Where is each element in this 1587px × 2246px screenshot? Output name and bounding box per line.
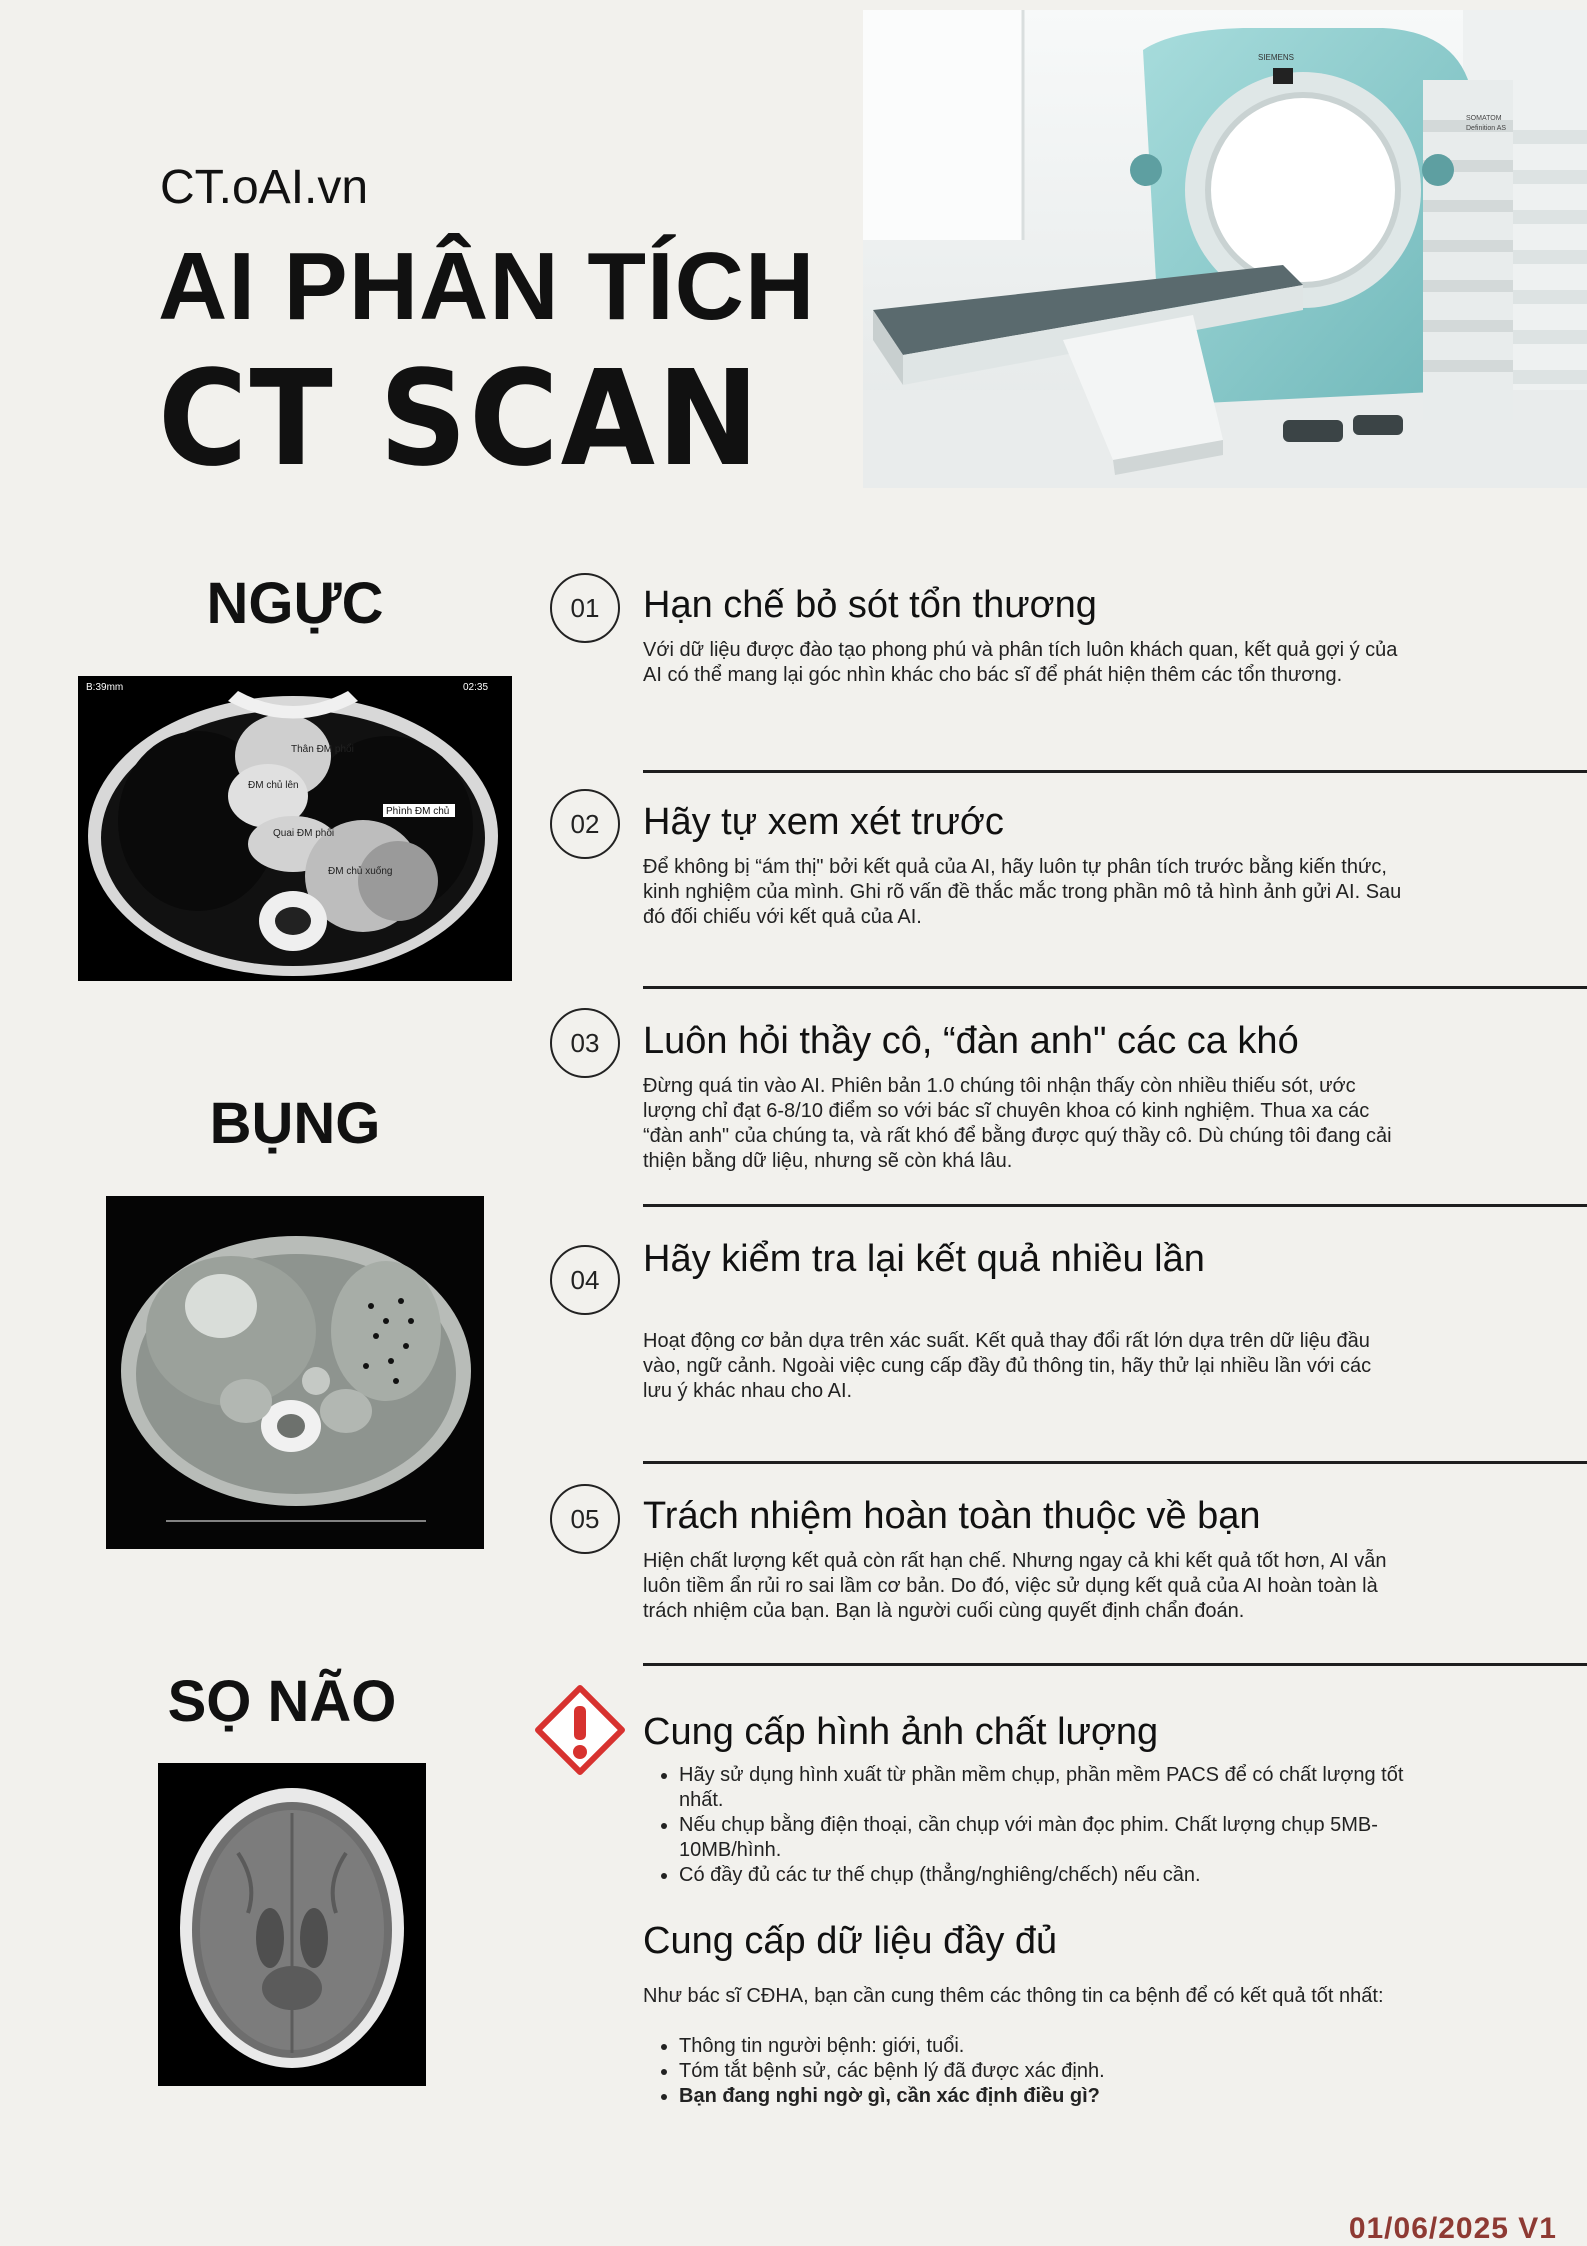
- divider: [643, 1204, 1587, 1207]
- divider: [643, 770, 1587, 773]
- item-title-02: Hãy tự xem xét trước: [643, 801, 1004, 843]
- item-body-01: Với dữ liệu được đào tạo phong phú và phân tích luôn khách quan, kết quả gợi ý của AI có thể mang lại góc nhìn khác cho bác sĩ để phát hiện thêm các tổn thương.: [643, 639, 1398, 686]
- item-number-04: 04: [550, 1245, 620, 1315]
- machine-model-1: SOMATOM: [1466, 115, 1502, 122]
- version-date: 01/06/2025 V1: [1348, 2212, 1557, 2245]
- item-number-03: 03: [550, 1008, 620, 1078]
- machine-brand: SIEMENS: [1258, 53, 1295, 62]
- quality-list: [643, 1763, 1423, 1888]
- data-bullet-emphasis: • Bạn đang nghi ngờ gì, cần xác định điều gì?: [679, 2084, 1423, 2109]
- item-title-01: Hạn chế bỏ sót tổn thương: [643, 584, 1097, 626]
- data-title: Cung cấp dữ liệu đầy đủ: [643, 1920, 1058, 1962]
- item-title-05: Trách nhiệm hoàn toàn thuộc về bạn: [643, 1495, 1261, 1537]
- chest-label-pulmonary-trunk: Thân ĐM phổi: [291, 744, 354, 755]
- page-title: AI PHÂN TÍCH: [158, 233, 816, 340]
- item-number-01: 01: [550, 573, 620, 643]
- machine-model-2: Definition AS: [1466, 125, 1507, 132]
- quality-title: Cung cấp hình ảnh chất lượng: [643, 1711, 1159, 1753]
- item-body-04: Hoạt động cơ bản dựa trên xác suất. Kết quả thay đổi rất lớn dựa trên dữ liệu đầu vào, ngữ cảnh. Ngoài việc cung cấp đầy đủ thông tin, hãy thử lại nhiều lần với các lưu ý khác nhau cho AI.: [643, 1330, 1372, 1402]
- item-body-05: Hiện chất lượng kết quả còn rất hạn chế. Nhưng ngay cả khi kết quả tốt hơn, AI vẫn luôn tiềm ẩn rủi ro sai lầm cơ bản. Do đó, việc sử dụng kết quả của AI hoàn toàn là trách nhiệm của bạn. Bạn là người cuối cùng quyết định chẩn đoán.: [643, 1550, 1387, 1622]
- divider: [643, 1663, 1587, 1666]
- quality-bullet: • Nếu chụp bằng điện thoại, cần chụp với màn đọc phim. Chất lượng chụp 5MB-10MB/hình.: [679, 1813, 1423, 1863]
- divider: [643, 1461, 1587, 1464]
- chest-label-tr: 02:35: [463, 682, 489, 693]
- warning-icon: [534, 1684, 626, 1776]
- page-subtitle: CT SCAN: [158, 342, 762, 496]
- site-name: CT.oAI.vn: [160, 161, 369, 214]
- item-title-03: Luôn hỏi thầy cô, “đàn anh" các ca khó: [643, 1020, 1299, 1062]
- item-number-05: 05: [550, 1484, 620, 1554]
- ct-machine-image: [863, 10, 1587, 488]
- section-title-brain: SỌ NÃO: [167, 1669, 397, 1734]
- chest-label-descending-aorta: ĐM chủ xuống: [328, 866, 393, 877]
- brain-ct-image: [158, 1763, 426, 2086]
- chest-label-pulmonary-artery: Quai ĐM phổi: [273, 828, 335, 839]
- chest-label-aneurysm: Phình ĐM chủ: [386, 806, 450, 817]
- item-title-04: Hãy kiểm tra lại kết quả nhiều lần: [643, 1238, 1205, 1280]
- chest-label-tl: B:39mm: [86, 682, 124, 693]
- section-title-chest: NGỰC: [206, 571, 384, 636]
- quality-bullet: • Có đầy đủ các tư thế chụp (thẳng/nghiêng/chếch) nếu cần.: [679, 1863, 1423, 1888]
- data-bullet: • Thông tin người bệnh: giới, tuổi.: [679, 2034, 1423, 2059]
- chest-label-ascending-aorta: ĐM chủ lên: [248, 780, 299, 791]
- abdomen-ct-image: [106, 1196, 484, 1549]
- divider: [643, 986, 1587, 989]
- item-number-02: 02: [550, 789, 620, 859]
- data-intro: Như bác sĩ CĐHA, bạn cần cung thêm các thông tin ca bệnh để có kết quả tốt nhất:: [643, 1985, 1384, 2007]
- item-body-02: Để không bị “ám thị" bởi kết quả của AI, hãy luôn tự phân tích trước bằng kiến thức, kinh nghiệm của mình. Ghi rõ vấn đề thắc mắc trong phần mô tả hình ảnh gửi AI. Sau đó đối chiếu với kết quả của AI.: [643, 856, 1402, 928]
- section-title-abdomen: BỤNG: [209, 1091, 381, 1156]
- item-body-03: Đừng quá tin vào AI. Phiên bản 1.0 chúng tôi nhận thấy còn nhiều thiếu sót, ước lượng chỉ đạt 6-8/10 điểm so với bác sĩ chuyên khoa có kinh nghiệm. Thua xa các “đàn anh" của chúng ta, và rất khó để bằng được quý thầy cô. Dù chúng tôi đang cải thiện bằng dữ liệu, nhưng sẽ còn khá lâu.: [643, 1075, 1392, 1172]
- quality-bullet: • Hãy sử dụng hình xuất từ phần mềm chụp, phần mềm PACS để có chất lượng tốt nhất.: [679, 1763, 1423, 1813]
- data-bullet: • Tóm tắt bệnh sử, các bệnh lý đã được xác định.: [679, 2059, 1423, 2084]
- data-list: [643, 2034, 1423, 2109]
- chest-ct-image: [78, 676, 512, 981]
